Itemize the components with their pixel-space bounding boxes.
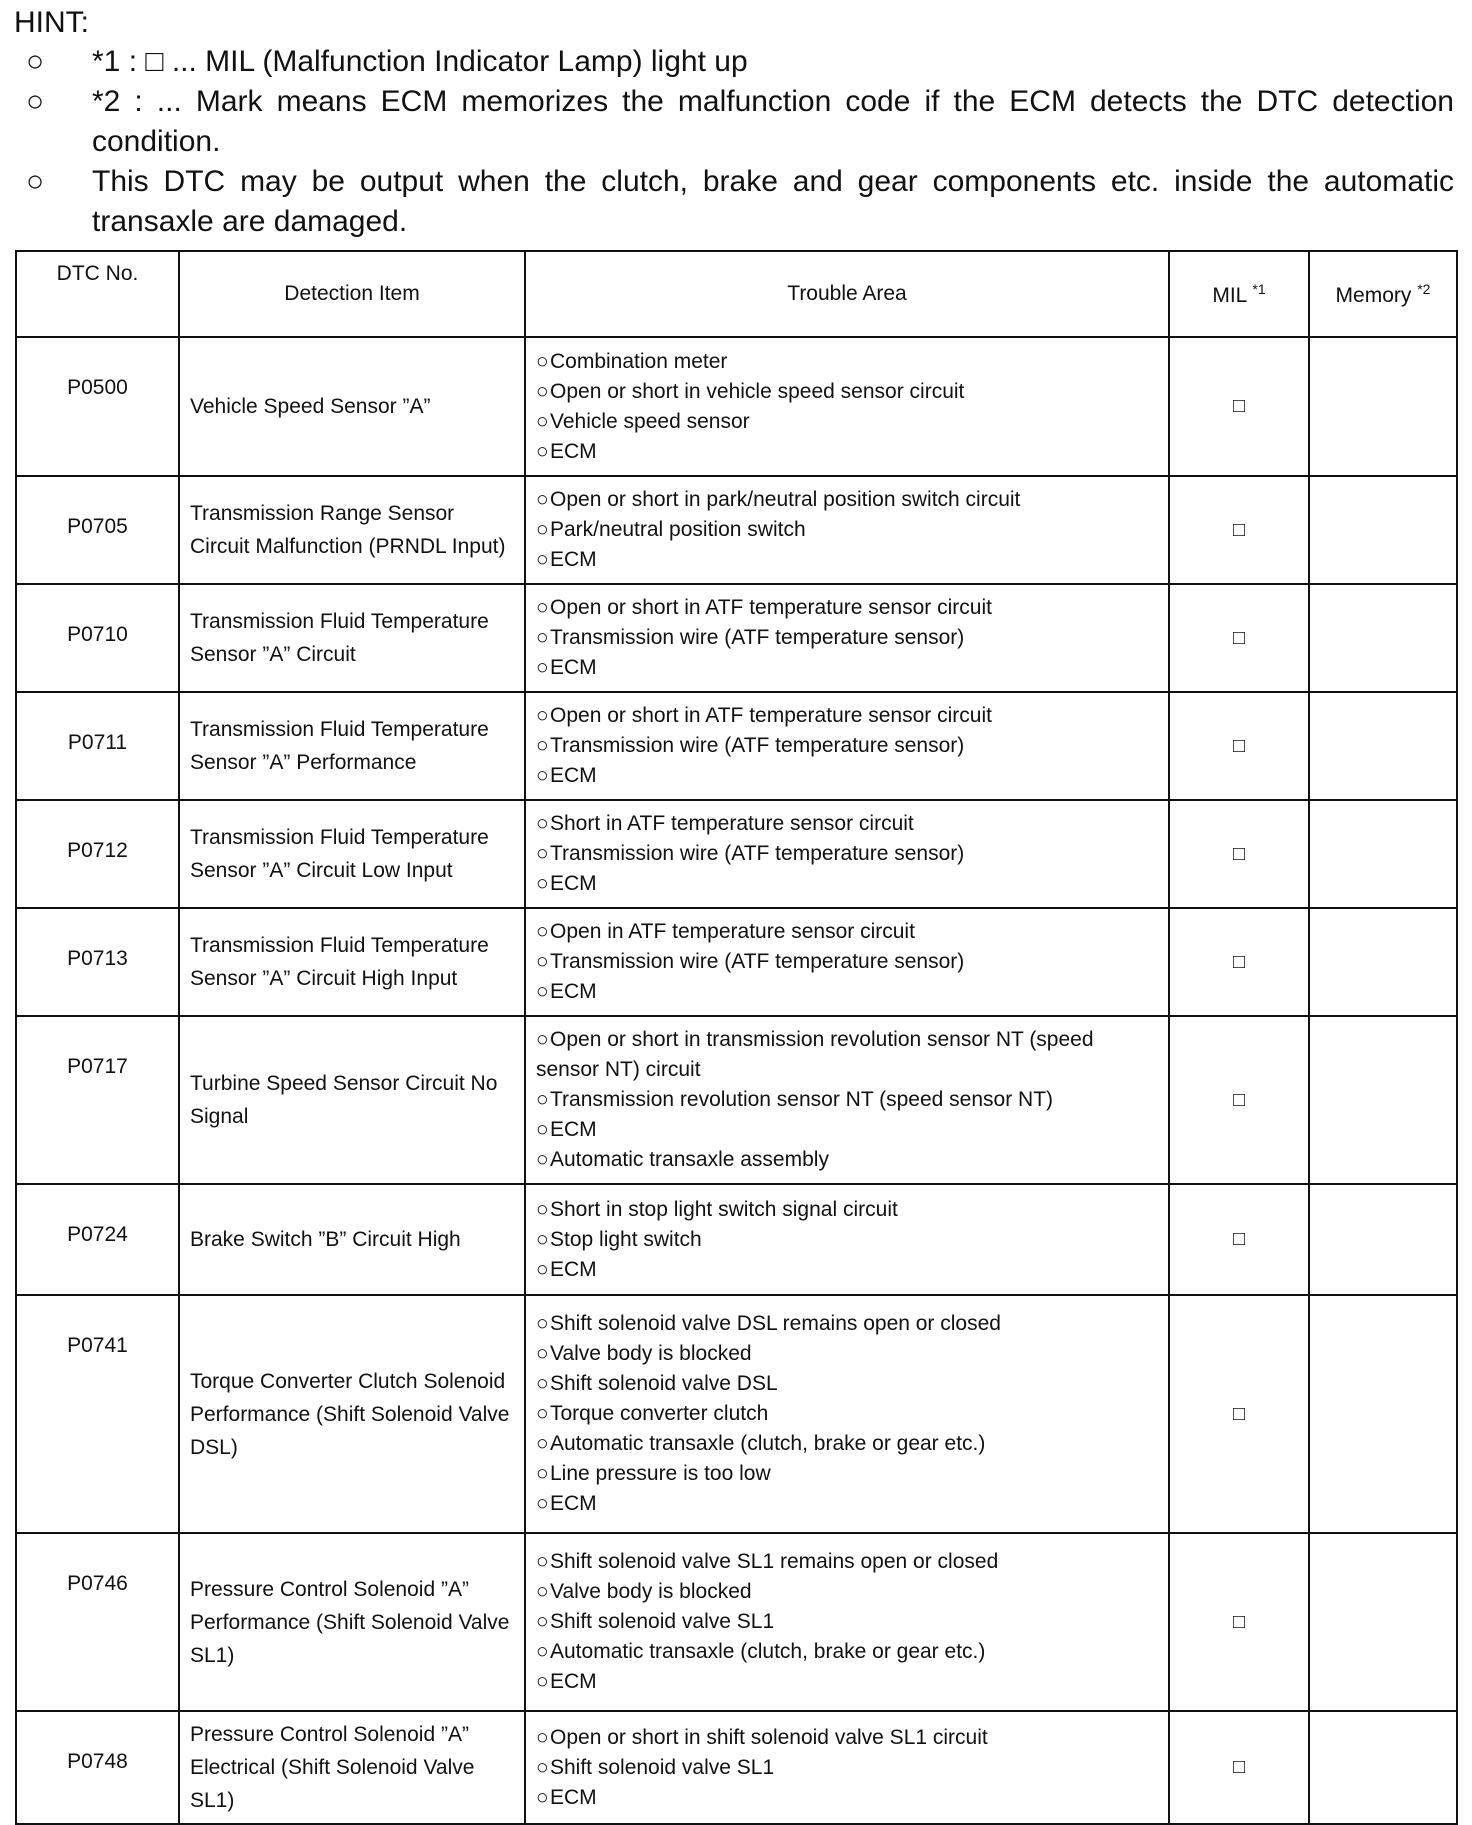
trouble-area-text: ECM — [550, 1670, 597, 1693]
bullet-icon: ○ — [536, 1372, 549, 1395]
bullet-icon: ○ — [536, 1640, 549, 1663]
trouble-area-item — [536, 377, 1162, 407]
dtc-code: P0705 — [16, 476, 179, 584]
header-memory-footnote: *2 — [1417, 280, 1431, 297]
trouble-area-item — [536, 947, 1162, 977]
trouble-area — [525, 1711, 1169, 1824]
bullet-icon: ○ — [536, 349, 549, 373]
bullet-icon: ○ — [536, 704, 549, 727]
bullet-icon: ○ — [536, 1550, 549, 1573]
trouble-area-text: Stop light switch — [550, 1227, 702, 1251]
bullet-icon: ○ — [536, 1580, 549, 1603]
trouble-area-item — [536, 839, 1162, 869]
memory-indicator — [1309, 692, 1457, 800]
trouble-area-item — [536, 1489, 1162, 1519]
bullet-icon: ○ — [536, 439, 549, 463]
bullet-icon: ○ — [536, 812, 549, 835]
trouble-area-text: Shift solenoid valve SL1 remains open or closed — [550, 1550, 999, 1573]
memory-indicator — [1309, 800, 1457, 908]
trouble-area-text: Open in ATF temperature sensor circuit — [550, 920, 915, 943]
mil-indicator: □ — [1169, 1295, 1309, 1533]
trouble-area-text: Transmission wire (ATF temperature sensor) — [550, 734, 965, 757]
header-memory — [1309, 251, 1457, 337]
trouble-area-text: Valve body is blocked — [550, 1580, 752, 1603]
trouble-area-text: Transmission revolution sensor NT (speed sensor NT) — [550, 1088, 1054, 1111]
detection-item: Transmission Fluid Temperature Sensor ”A” Circuit Low Input — [179, 800, 525, 908]
trouble-area-text: Shift solenoid valve DSL remains open or closed — [550, 1312, 1001, 1335]
bullet-icon: ○ — [536, 734, 549, 757]
bullet-icon: ○ — [536, 626, 549, 649]
dtc-code: P0500 — [16, 337, 179, 476]
bullet-icon: ○ — [536, 379, 549, 403]
trouble-area-item — [536, 1607, 1162, 1637]
table-header-row — [16, 251, 1457, 337]
hint-item — [14, 42, 1454, 82]
mil-indicator: □ — [1169, 1184, 1309, 1295]
trouble-area — [525, 908, 1169, 1016]
dtc-table — [15, 250, 1458, 1825]
trouble-area-item — [536, 1667, 1162, 1697]
trouble-area-text: Shift solenoid valve DSL — [550, 1372, 778, 1395]
mil-indicator: □ — [1169, 337, 1309, 476]
bullet-icon: ○ — [536, 950, 549, 973]
memory-indicator — [1309, 1533, 1457, 1711]
trouble-area-text: Vehicle speed sensor — [550, 409, 750, 433]
trouble-area-item — [536, 1195, 1162, 1225]
trouble-area-text: ECM — [550, 980, 597, 1003]
dtc-code: P0713 — [16, 908, 179, 1016]
bullet-icon: ○ — [536, 920, 549, 943]
detection-item: Transmission Fluid Temperature Sensor ”A” Circuit High Input — [179, 908, 525, 1016]
trouble-area — [525, 1184, 1169, 1295]
bullet-icon: ○ — [536, 1492, 549, 1515]
dtc-code: P0741 — [16, 1295, 179, 1533]
bullet-icon: ○ — [536, 980, 549, 1003]
hint-text: This DTC may be output when the clutch, brake and gear components etc. inside the automatic transaxle are damaged. — [92, 165, 1454, 238]
trouble-area-item — [536, 1459, 1162, 1489]
trouble-area-text: Open or short in park/neutral position switch circuit — [550, 488, 1021, 511]
trouble-area-item — [536, 1577, 1162, 1607]
trouble-area-item — [536, 485, 1162, 515]
trouble-area-item — [536, 1753, 1162, 1783]
bullet-icon: ○ — [536, 872, 549, 895]
trouble-area — [525, 584, 1169, 692]
trouble-area-text: ECM — [550, 656, 597, 679]
header-dtc-no: DTC No. — [16, 251, 179, 337]
trouble-area-item — [536, 1637, 1162, 1667]
trouble-area-text: Transmission wire (ATF temperature sensor) — [550, 626, 965, 649]
dtc-code: P0746 — [16, 1533, 179, 1711]
memory-indicator — [1309, 1184, 1457, 1295]
dtc-code: P0748 — [16, 1711, 179, 1824]
trouble-area-text: ECM — [550, 439, 597, 463]
trouble-area-item — [536, 515, 1162, 545]
trouble-area-text: ECM — [550, 764, 597, 787]
bullet-icon: ○ — [536, 656, 549, 679]
trouble-area-item — [536, 593, 1162, 623]
detection-item: Turbine Speed Sensor Circuit No Signal — [179, 1016, 525, 1184]
trouble-area-text: Torque converter clutch — [550, 1402, 769, 1425]
trouble-area-text: Open or short in ATF temperature sensor circuit — [550, 596, 992, 619]
trouble-area-item — [536, 809, 1162, 839]
memory-indicator — [1309, 908, 1457, 1016]
trouble-area-text: Open or short in ATF temperature sensor circuit — [550, 704, 992, 727]
trouble-area-text: ECM — [550, 1257, 597, 1281]
bullet-icon: ○ — [536, 1148, 549, 1171]
trouble-area — [525, 800, 1169, 908]
header-mil — [1169, 251, 1309, 337]
trouble-area-text: ECM — [550, 1118, 597, 1141]
table-row — [16, 476, 1457, 584]
trouble-area-item — [536, 347, 1162, 377]
trouble-area-text: Valve body is blocked — [550, 1342, 752, 1365]
header-trouble-area: Trouble Area — [525, 251, 1169, 337]
trouble-area-item — [536, 407, 1162, 437]
header-mil-footnote: *1 — [1252, 280, 1266, 297]
table-row — [16, 1016, 1457, 1184]
trouble-area-item — [536, 701, 1162, 731]
table-row — [16, 1295, 1457, 1533]
trouble-area-text: ECM — [550, 1785, 597, 1809]
table-row — [16, 337, 1457, 476]
dtc-code: P0711 — [16, 692, 179, 800]
bullet-icon: ○ — [536, 409, 549, 433]
bullet-icon: ○ — [26, 165, 45, 198]
mil-indicator: □ — [1169, 1711, 1309, 1824]
trouble-area-text: Automatic transaxle (clutch, brake or gear etc.) — [550, 1640, 986, 1663]
trouble-area-item — [536, 1429, 1162, 1459]
table-row — [16, 692, 1457, 800]
dtc-code: P0724 — [16, 1184, 179, 1295]
trouble-area-text: Combination meter — [550, 349, 728, 373]
trouble-area-text: Open or short in shift solenoid valve SL1 circuit — [550, 1725, 988, 1749]
table-row — [16, 1533, 1457, 1711]
trouble-area-text: Automatic transaxle assembly — [550, 1148, 829, 1171]
trouble-area-item — [536, 1145, 1162, 1175]
bullet-icon: ○ — [536, 1197, 549, 1221]
trouble-area-item — [536, 731, 1162, 761]
table-row — [16, 1184, 1457, 1295]
detection-item: Vehicle Speed Sensor ”A” — [179, 337, 525, 476]
mil-indicator: □ — [1169, 1016, 1309, 1184]
bullet-icon: ○ — [536, 1402, 549, 1425]
bullet-icon: ○ — [536, 1670, 549, 1693]
trouble-area-text: ECM — [550, 872, 597, 895]
bullet-icon: ○ — [536, 1088, 549, 1111]
memory-indicator — [1309, 1711, 1457, 1824]
trouble-area — [525, 1016, 1169, 1184]
dtc-code: P0717 — [16, 1016, 179, 1184]
trouble-area-item — [536, 653, 1162, 683]
mil-indicator: □ — [1169, 584, 1309, 692]
hint-item — [14, 162, 1454, 242]
trouble-area-item — [536, 1115, 1162, 1145]
detection-item: Transmission Fluid Temperature Sensor ”A” Performance — [179, 692, 525, 800]
hint-text: *2 : ... Mark means ECM memorizes the malfunction code if the ECM detects the DTC detection condition. — [92, 85, 1454, 158]
dtc-code: P0712 — [16, 800, 179, 908]
bullet-icon: ○ — [536, 1227, 549, 1251]
header-memory-label: Memory — [1335, 283, 1412, 307]
bullet-icon: ○ — [536, 1342, 549, 1365]
trouble-area-item — [536, 623, 1162, 653]
trouble-area-text: ECM — [550, 1492, 597, 1515]
trouble-area-item — [536, 1547, 1162, 1577]
bullet-icon: ○ — [536, 842, 549, 865]
memory-indicator — [1309, 476, 1457, 584]
trouble-area-text: Short in stop light switch signal circuit — [550, 1197, 898, 1221]
bullet-icon: ○ — [536, 1462, 549, 1485]
table-row — [16, 1711, 1457, 1824]
dtc-code: P0710 — [16, 584, 179, 692]
bullet-icon: ○ — [536, 488, 549, 511]
trouble-area-item — [536, 545, 1162, 575]
trouble-area — [525, 1295, 1169, 1533]
mil-indicator: □ — [1169, 692, 1309, 800]
bullet-icon: ○ — [536, 1610, 549, 1633]
trouble-area — [525, 692, 1169, 800]
trouble-area — [525, 337, 1169, 476]
trouble-area-text: Park/neutral position switch — [550, 518, 806, 541]
hint-item — [14, 82, 1454, 162]
detection-item: Torque Converter Clutch Solenoid Performance (Shift Solenoid Valve DSL) — [179, 1295, 525, 1533]
trouble-area-item — [536, 869, 1162, 899]
memory-indicator — [1309, 584, 1457, 692]
mil-indicator: □ — [1169, 908, 1309, 1016]
trouble-area-item — [536, 1369, 1162, 1399]
table-row — [16, 800, 1457, 908]
memory-indicator — [1309, 337, 1457, 476]
bullet-icon: ○ — [536, 1755, 549, 1779]
table-body — [16, 337, 1457, 1824]
trouble-area-item — [536, 1025, 1162, 1085]
detection-item: Pressure Control Solenoid ”A” Electrical (Shift Solenoid Valve SL1) — [179, 1711, 525, 1824]
header-detection-item: Detection Item — [179, 251, 525, 337]
bullet-icon: ○ — [536, 548, 549, 571]
trouble-area-item — [536, 437, 1162, 467]
trouble-area-item — [536, 1339, 1162, 1369]
bullet-icon: ○ — [536, 1785, 549, 1809]
bullet-icon: ○ — [536, 518, 549, 541]
bullet-icon: ○ — [536, 764, 549, 787]
trouble-area-item — [536, 761, 1162, 791]
trouble-area-item — [536, 1399, 1162, 1429]
trouble-area — [525, 1533, 1169, 1711]
trouble-area-text: ECM — [550, 548, 597, 571]
detection-item: Pressure Control Solenoid ”A” Performance (Shift Solenoid Valve SL1) — [179, 1533, 525, 1711]
hint-list — [14, 42, 1454, 242]
trouble-area-item — [536, 917, 1162, 947]
trouble-area-item — [536, 1309, 1162, 1339]
trouble-area-text: Short in ATF temperature sensor circuit — [550, 812, 914, 835]
memory-indicator — [1309, 1016, 1457, 1184]
table-row — [16, 908, 1457, 1016]
trouble-area-text: Automatic transaxle (clutch, brake or gear etc.) — [550, 1432, 986, 1455]
trouble-area-text: Open or short in transmission revolution sensor NT (speed sensor NT) circuit — [536, 1028, 1094, 1081]
trouble-area-text: Open or short in vehicle speed sensor circuit — [550, 379, 965, 403]
trouble-area-item — [536, 1255, 1162, 1285]
header-mil-label: MIL — [1212, 283, 1247, 307]
trouble-area-text: Transmission wire (ATF temperature sensor) — [550, 842, 965, 865]
bullet-icon: ○ — [536, 1028, 549, 1051]
trouble-area-text: Shift solenoid valve SL1 — [550, 1610, 775, 1633]
bullet-icon: ○ — [536, 596, 549, 619]
bullet-icon: ○ — [536, 1725, 549, 1749]
mil-indicator: □ — [1169, 800, 1309, 908]
trouble-area — [525, 476, 1169, 584]
trouble-area-item — [536, 1085, 1162, 1115]
bullet-icon: ○ — [536, 1118, 549, 1141]
detection-item: Brake Switch ”B” Circuit High — [179, 1184, 525, 1295]
table-row — [16, 584, 1457, 692]
mil-indicator: □ — [1169, 476, 1309, 584]
detection-item: Transmission Fluid Temperature Sensor ”A” Circuit — [179, 584, 525, 692]
bullet-icon: ○ — [536, 1257, 549, 1281]
memory-indicator — [1309, 1295, 1457, 1533]
trouble-area-text: Transmission wire (ATF temperature sensor) — [550, 950, 965, 973]
trouble-area-item — [536, 1723, 1162, 1753]
trouble-area-item — [536, 1225, 1162, 1255]
hint-text: *1 : □ ... MIL (Malfunction Indicator Lamp) light up — [92, 45, 748, 78]
hint-title: HINT: — [14, 6, 89, 39]
detection-item: Transmission Range Sensor Circuit Malfunction (PRNDL Input) — [179, 476, 525, 584]
trouble-area-text: Shift solenoid valve SL1 — [550, 1755, 775, 1779]
bullet-icon: ○ — [536, 1432, 549, 1455]
bullet-icon: ○ — [536, 1312, 549, 1335]
trouble-area-item — [536, 977, 1162, 1007]
mil-indicator: □ — [1169, 1533, 1309, 1711]
trouble-area-text: Line pressure is too low — [550, 1462, 771, 1485]
bullet-icon: ○ — [26, 45, 45, 78]
bullet-icon: ○ — [26, 85, 45, 118]
